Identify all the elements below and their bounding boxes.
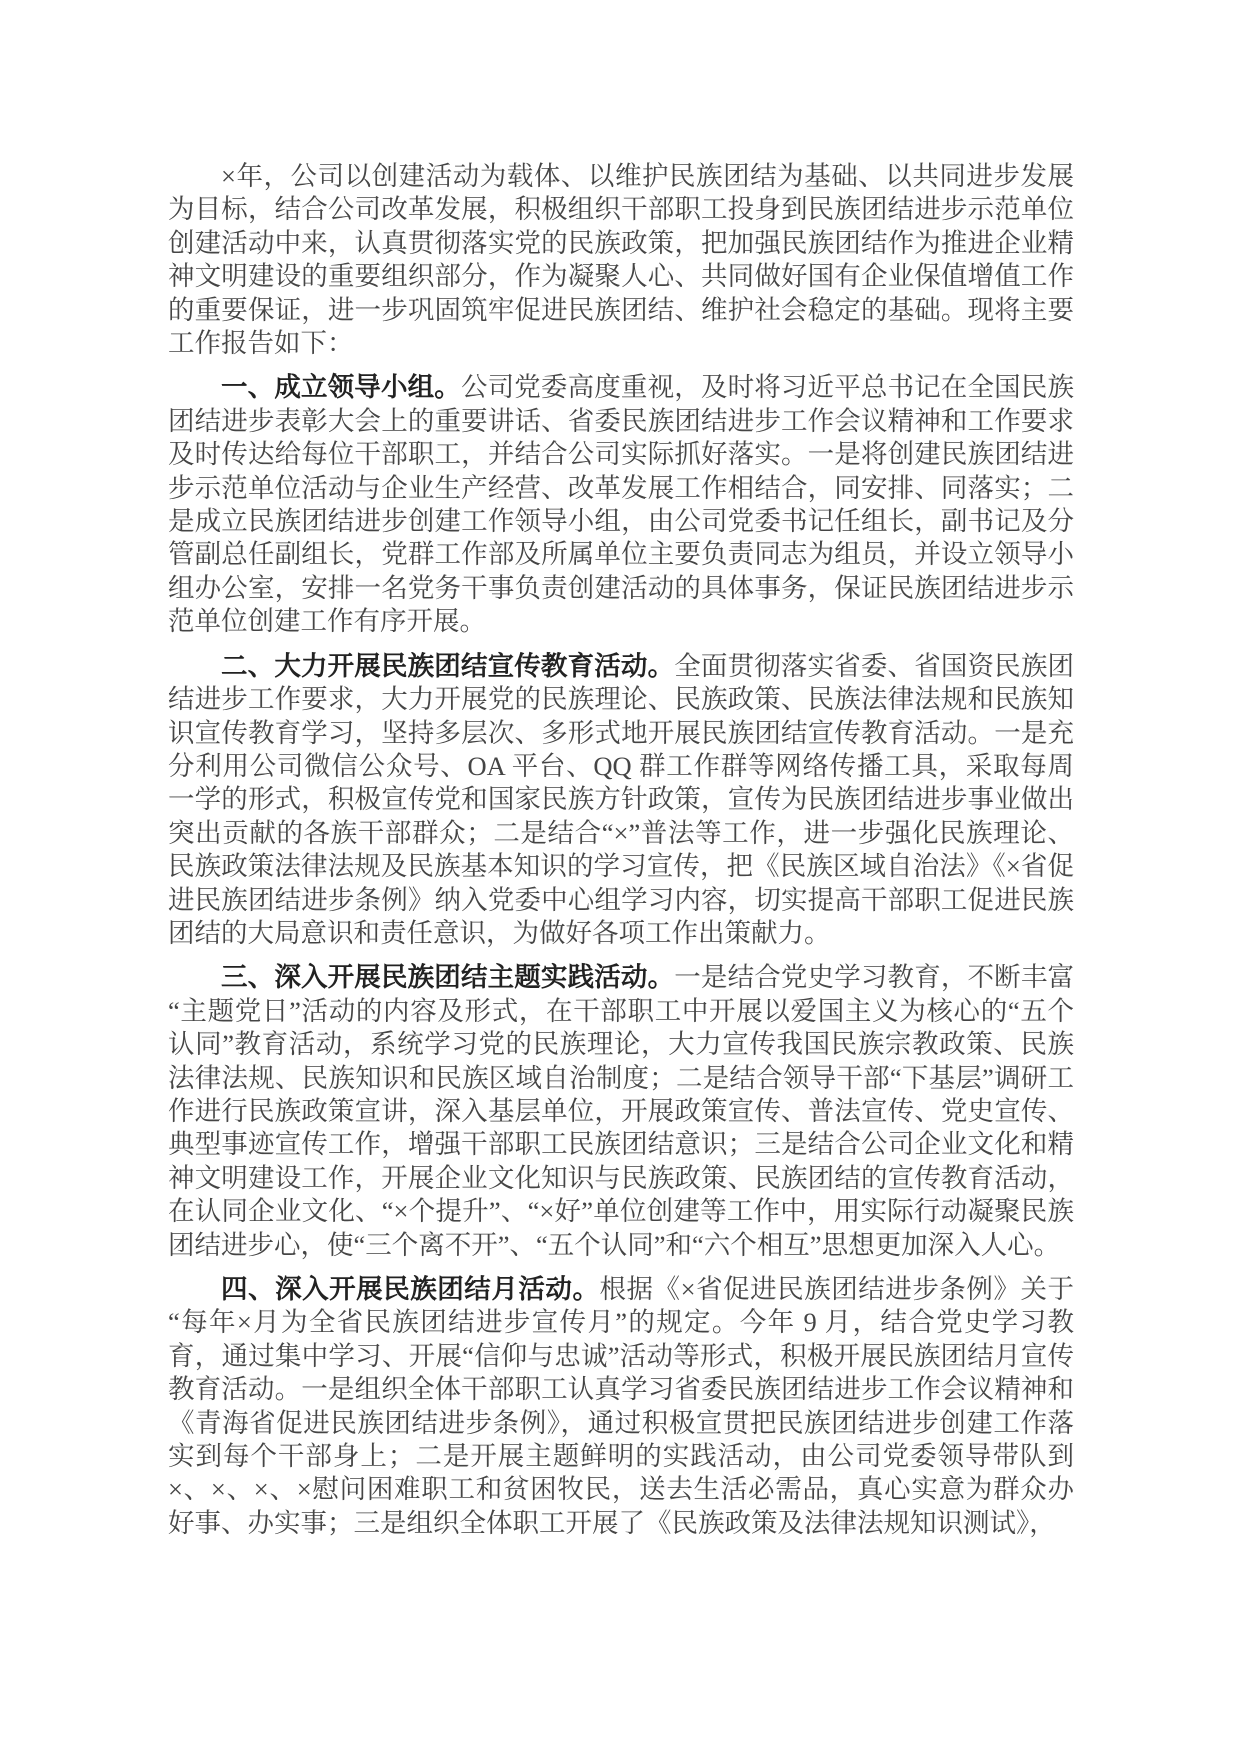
section-4-text: 根据《×省促进民族团结进步条例》关于“每年×月为全省民族团结进步宣传月”的规定。今年 9 月，结合党史学习教育，通过集中学习、开展“信仰与忠诚”活动等形式，积极开展民族团结月宣传教育活动。一是组织全体干部职工认真学习省委民族团结进步工作会议精神和《青海省促进民族团结进步条例》，通过积极宣贯把民族团结进步创建工作落实到每个干部身上；二是开展主题鲜明的实践活动，由公司党委领导带队到×、×、×、×慰问困难职工和贫困牧民，送去生活必需品，真心实意为群众办好事、办实事；三是组织全体职工开展了《民族政策及法律法规知识测试》， bbox=[168, 1274, 1075, 1538]
paragraph-section-1 bbox=[168, 371, 1074, 638]
paragraph-section-4 bbox=[168, 1273, 1074, 1540]
section-1-text: 公司党委高度重视，及时将习近平总书记在全国民族团结进步表彰大会上的重要讲话、省委民族团结进步工作会议精神和工作要求及时传达给每位干部职工，并结合公司实际抓好落实。一是将创建民族团结进步示范单位活动与企业生产经营、改革发展工作相结合，同安排、同落实；二是成立民族团结进步创建工作领导小组，由公司党委书记任组长，副书记及分管副总任副组长，党群工作部及所属单位主要负责同志为组员，并设立领导小组办公室，安排一名党务干事负责创建活动的具体事务，保证民族团结进步示范单位创建工作有序开展。 bbox=[168, 372, 1075, 637]
paragraph-text: ×年，公司以创建活动为载体、以维护民族团结为基础、以共同进步发展为目标，结合公司改革发展，积极组织干部职工投身到民族团结进步示范单位创建活动中来，认真贯彻落实党的民族政策，把加强民族团结作为推进企业精神文明建设的重要组织部分，作为凝聚人心、共同做好国有企业保值增值工作的重要保证，进一步巩固筑牢促进民族团结、维护社会稳定的基础。现将主要工作报告如下： bbox=[168, 161, 1074, 359]
section-2-text: 全面贯彻落实省委、省国资民族团结进步工作要求，大力开展党的民族理论、民族政策、民族法律法规和民族知识宣传教育学习，坚持多层次、多形式地开展民族团结宣传教育活动。一是充分利用公司微信公众号、OA 平台、QQ 群工作群等网络传播工具，采取每周一学的形式，积极宣传党和国家民族方针政策，宣传为民族团结进步事业做出突出贡献的各族干部群众；二是结合“×”普法等工作，进一步强化民族理论、民族政策法律法规及民族基本知识的学习宣传，把《民族区域自治法》《×省促进民族团结进步条例》纳入党委中心组学习内容，切实提高干部职工促进民族团结的大局意识和责任意识，为做好各项工作出策献力。 bbox=[168, 650, 1075, 948]
paragraph-section-2 bbox=[168, 650, 1074, 951]
section-4-heading: 四、深入开展民族团结月活动。 bbox=[221, 1274, 600, 1304]
document-body bbox=[168, 160, 1074, 1540]
section-2-heading: 二、大力开展民族团结宣传教育活动。 bbox=[221, 650, 675, 681]
section-3-heading: 三、深入开展民族团结主题实践活动。 bbox=[221, 962, 675, 993]
paragraph-intro bbox=[168, 160, 1074, 360]
paragraph-section-3 bbox=[168, 961, 1074, 1262]
section-3-text: 一是结合党史学习教育，不断丰富“主题党日”活动的内容及形式，在干部职工中开展以爱国主义为核心的“五个认同”教育活动，系统学习党的民族理论，大力宣传我国民族宗教政策、民族法律法规、民族知识和民族区域自治制度；二是结合领导干部“下基层”调研工作进行民族政策宣讲，深入基层单位，开展政策宣传、普法宣传、党史宣传、典型事迹宣传工作，增强干部职工民族团结意识；三是结合公司企业文化和精神文明建设工作，开展企业文化知识与民族政策、民族团结的宣传教育活动，在认同企业文化、“×个提升”、“×好”单位创建等工作中，用实际行动凝聚民族团结进步心，使“三个离不开”、“五个认同”和“六个相互”思想更加深入人心。 bbox=[168, 962, 1075, 1260]
section-1-heading: 一、成立领导小组。 bbox=[221, 372, 461, 403]
